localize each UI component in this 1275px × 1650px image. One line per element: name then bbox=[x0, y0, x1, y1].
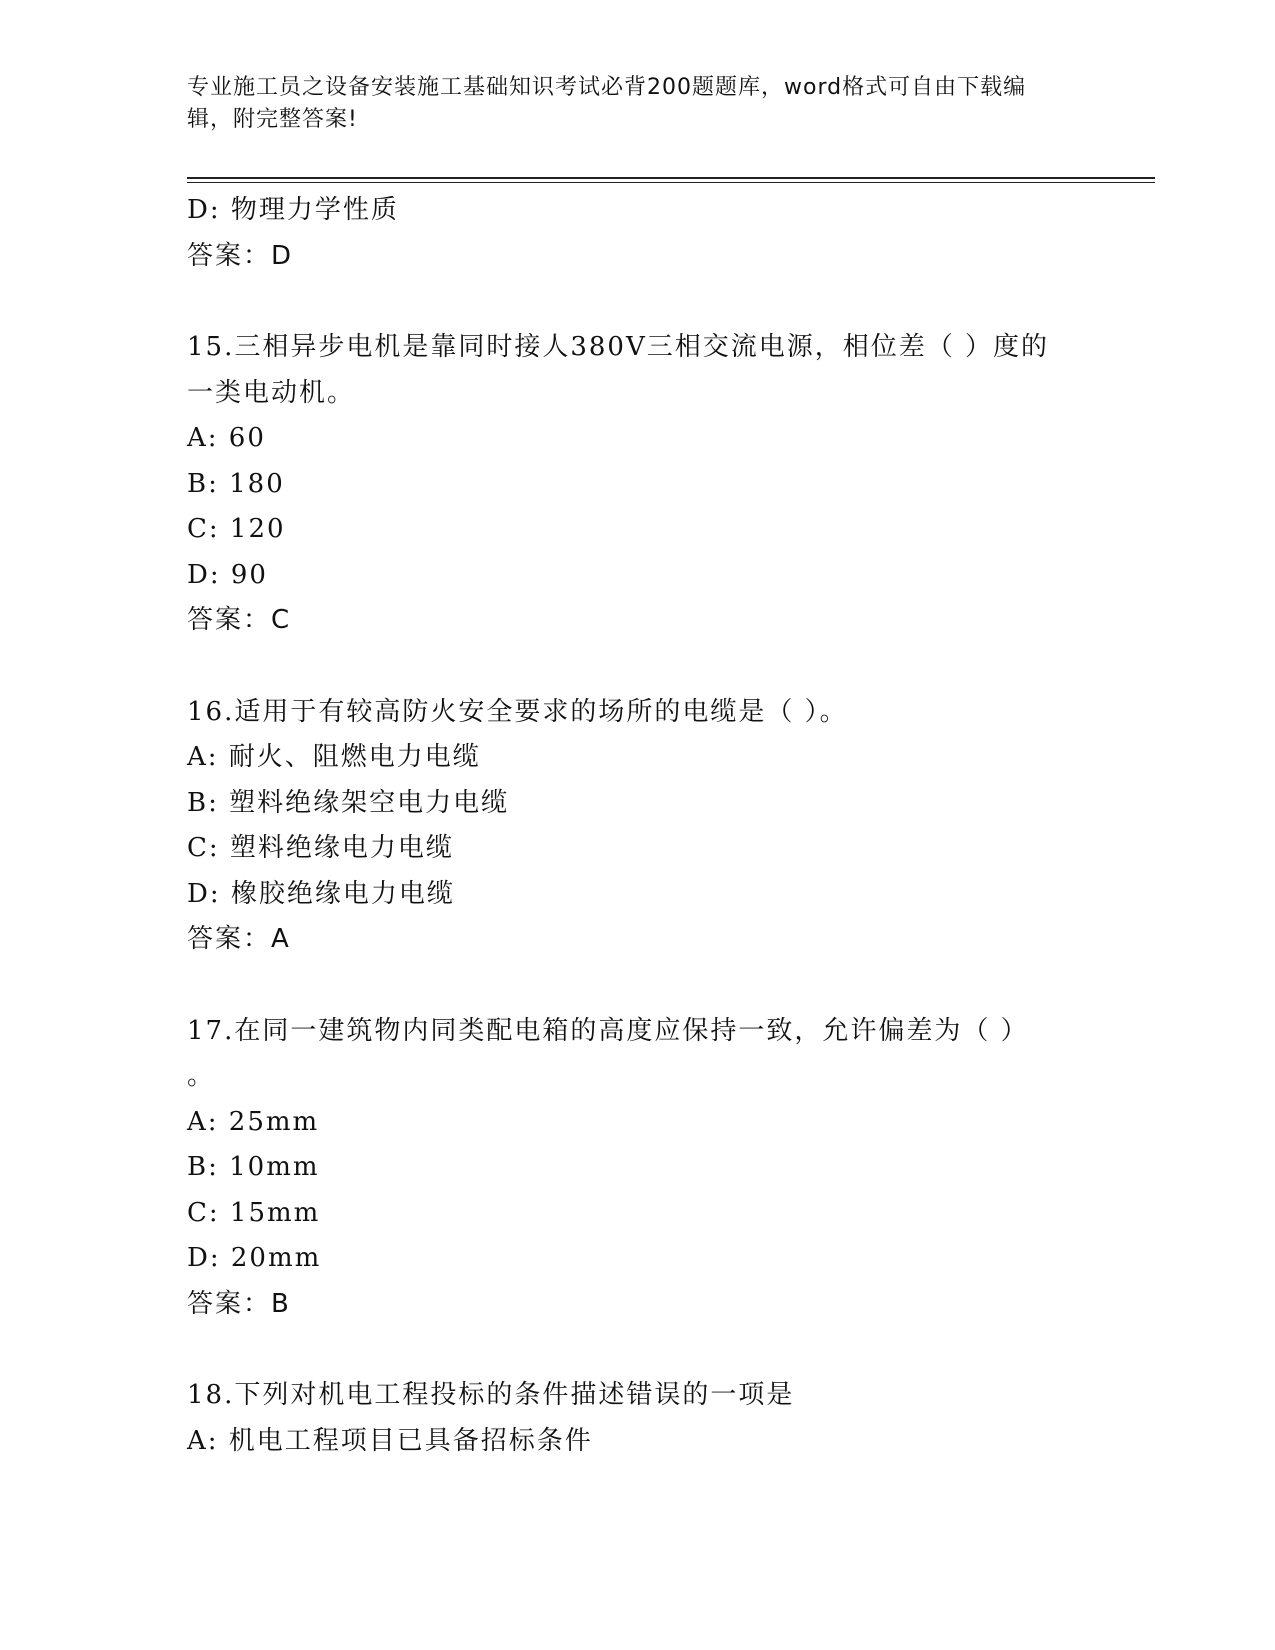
option-a: A: 机电工程项目已具备招标条件 bbox=[187, 1425, 593, 1456]
question-stem: 16.适用于有较高防火安全要求的场所的电缆是（ ）。 bbox=[187, 696, 848, 727]
prev-answer: 答案：D bbox=[187, 240, 294, 271]
option-b: B: 塑料绝缘架空电力电缆 bbox=[187, 787, 510, 818]
option-d: D: 20mm bbox=[187, 1243, 322, 1273]
question-stem: 15.三相异步电机是靠同时接人380V三相交流电源，相位差（ ）度的 bbox=[187, 332, 1050, 362]
option-b: B: 10mm bbox=[187, 1152, 320, 1182]
option-a: A: 耐火、阻燃电力电缆 bbox=[187, 742, 481, 772]
header-rule-thin bbox=[187, 182, 1155, 183]
spacer bbox=[187, 1327, 1087, 1373]
question-15 bbox=[187, 325, 1087, 644]
spacer bbox=[187, 963, 1087, 1009]
answer: 答案：C bbox=[187, 605, 292, 635]
answer: 答案：B bbox=[187, 1288, 291, 1319]
question-16 bbox=[187, 690, 1087, 963]
question-stem-cont: 。 bbox=[187, 1061, 216, 1091]
option-c: C: 塑料绝缘电力电缆 bbox=[187, 833, 454, 863]
answer: 答案：A bbox=[187, 924, 291, 954]
header-rule-thick bbox=[187, 177, 1155, 179]
spacer bbox=[187, 279, 1087, 325]
document-header: 专业施工员之设备安装施工基础知识考试必背200题题库，word格式可自由下载编辑，附完整答案! bbox=[187, 75, 1027, 132]
option-d: D: 90 bbox=[187, 559, 268, 590]
prev-option-d: D: 物理力学性质 bbox=[187, 195, 399, 225]
option-b: B: 180 bbox=[187, 468, 285, 499]
question-stem-cont: 一类电动机。 bbox=[187, 377, 356, 408]
option-c: C: 120 bbox=[187, 514, 286, 544]
question-18 bbox=[187, 1373, 1087, 1464]
option-a: A: 25mm bbox=[187, 1106, 320, 1137]
question-content bbox=[187, 188, 1087, 1464]
spacer bbox=[187, 644, 1087, 690]
option-d: D: 橡胶绝缘电力电缆 bbox=[187, 878, 455, 909]
option-c: C: 15mm bbox=[187, 1197, 321, 1228]
question-stem: 17.在同一建筑物内同类配电箱的高度应保持一致，允许偏差为（ ） bbox=[187, 1015, 1029, 1046]
question-17 bbox=[187, 1009, 1087, 1328]
option-a: A: 60 bbox=[187, 423, 266, 453]
question-stem: 18.下列对机电工程投标的条件描述错误的一项是 bbox=[187, 1380, 795, 1410]
